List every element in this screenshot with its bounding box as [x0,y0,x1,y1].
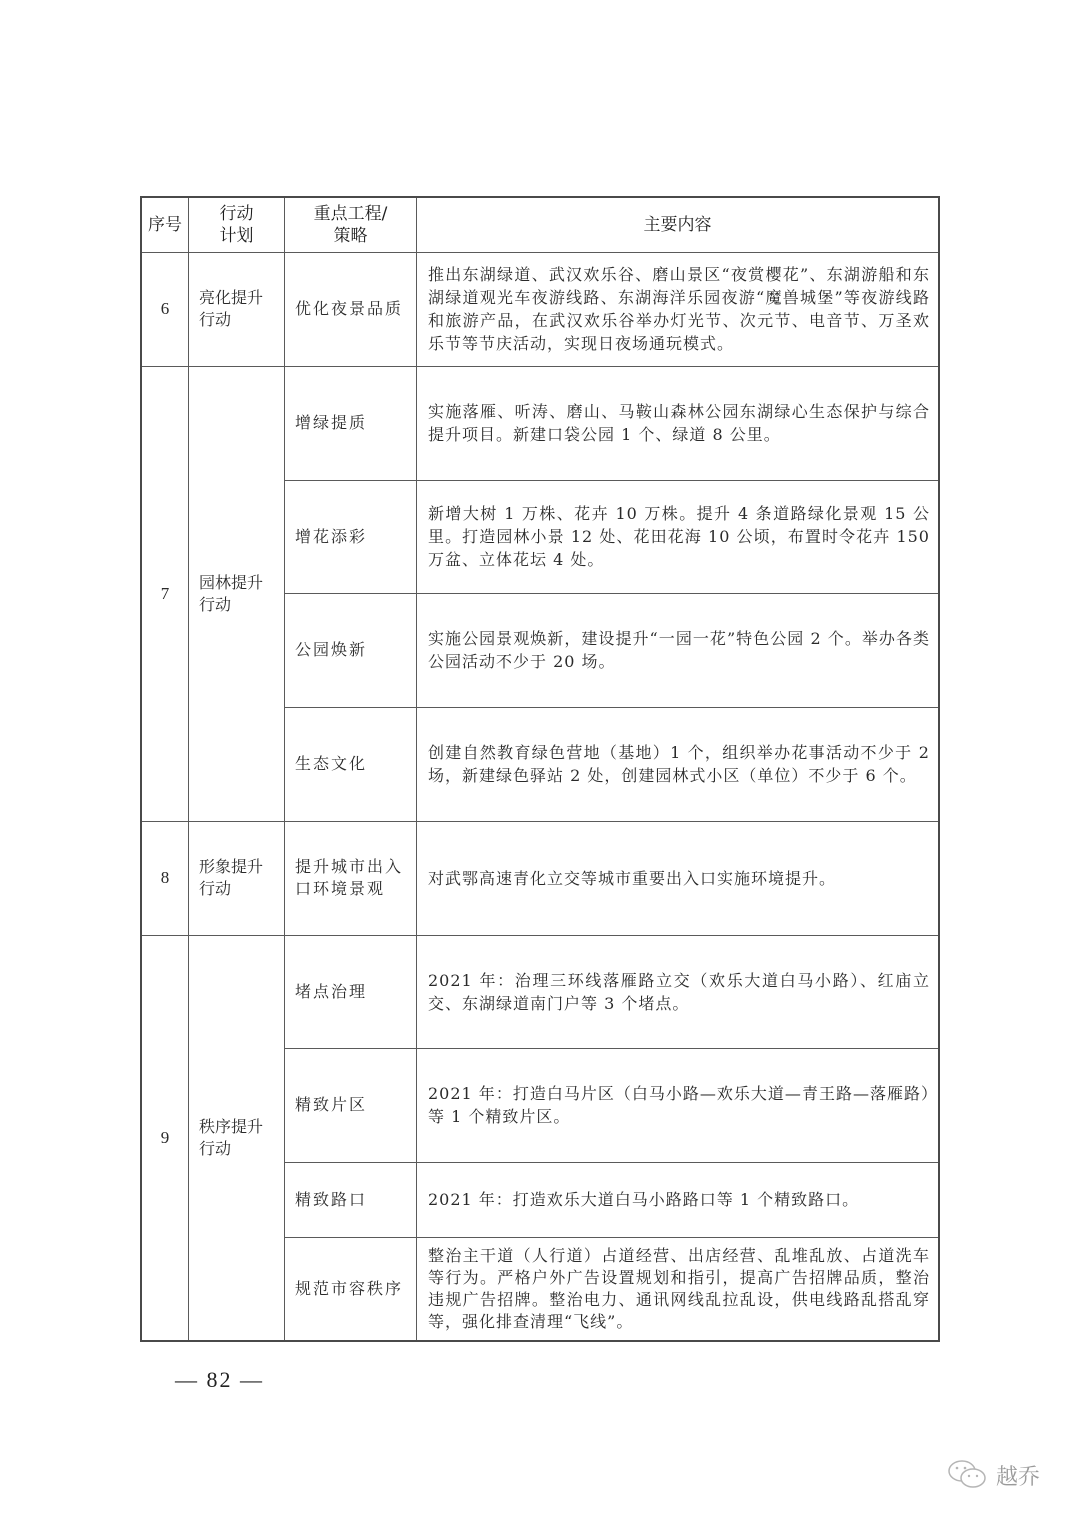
table-row [141,366,939,480]
row-project: 增花添彩 [285,480,417,593]
row-content: 2021 年：打造白马片区（白马小路—欢乐大道—青王路—落雁路）等 1 个精致片区。 [417,1048,940,1162]
table-header-row [141,197,939,252]
header-plan-line2: 计划 [219,225,254,246]
header-project-line1: 重点工程/ [313,203,388,224]
plan-line2: 行动 [199,310,232,329]
row-project: 规范市容秩序 [285,1237,417,1341]
row-content: 推出东湖绿道、武汉欢乐谷、磨山景区“夜赏樱花”、东湖游船和东湖绿道观光车夜游线路、东湖海洋乐园夜游“魔兽城堡”等夜游线路和旅游产品，在武汉欢乐谷举办灯光节、次元节、电音节、万圣欢乐节等节庆活动，实现日夜场通玩模式。 [417,252,940,366]
row-content: 整治主干道（人行道）占道经营、出店经营、乱堆乱放、占道洗车等行为。严格户外广告设置规划和指引，提高广告招牌品质，整治违规广告招牌。整治电力、通讯网线乱拉乱设，供电线路乱搭乱穿等，强化排查清理“飞线”。 [417,1237,940,1341]
plan-line1: 园林提升 [199,572,264,592]
plan-line1: 秩序提升 [199,1116,264,1136]
plan-line2: 行动 [199,1138,232,1158]
row-project: 优化夜景品质 [285,252,417,366]
header-no: 序号 [141,197,189,252]
action-plan-table [140,196,940,1342]
plan-line2: 行动 [199,879,232,898]
row-content: 创建自然教育绿色营地（基地）1 个，组织举办花事活动不少于 2 场，新建绿色驿站 2 处，创建园林式小区（单位）不少于 6 个。 [417,707,940,821]
header-content: 主要内容 [417,197,940,252]
header-project [285,197,417,252]
row-no: 8 [141,821,189,935]
page-number: — 82 — [175,1367,264,1392]
row-project: 增绿提质 [285,366,417,480]
plan-line1: 形象提升 [199,857,264,876]
row-content: 对武鄂高速青化立交等城市重要出入口实施环境提升。 [417,821,940,935]
row-project: 提升城市出入口环境景观 [285,821,417,935]
row-plan [189,366,285,821]
row-no: 9 [141,935,189,1341]
row-no: 7 [141,366,189,821]
row-project: 精致片区 [285,1048,417,1162]
row-content: 实施落雁、听涛、磨山、马鞍山森林公园东湖绿心生态保护与综合提升项目。新建口袋公园 1 个、绿道 8 公里。 [417,366,940,480]
row-project: 公园焕新 [285,593,417,707]
table-row [141,252,939,366]
row-content: 新增大树 1 万株、花卉 10 万株。提升 4 条道路绿化景观 15 公里。打造园林小景 12 处、花田花海 10 公顷，布置时令花卉 150 万盆、立体花坛 4 处。 [417,480,940,593]
row-plan [189,821,285,935]
header-plan-line1: 行动 [219,203,254,224]
plan-line2: 行动 [199,594,232,614]
row-content: 2021 年：治理三环线落雁路立交（欢乐大道白马小路）、红庙立交、东湖绿道南门户等 3 个堵点。 [417,935,940,1048]
row-project: 生态文化 [285,707,417,821]
table-row [141,935,939,1048]
table-row [141,821,939,935]
row-no: 6 [141,252,189,366]
action-plan-table-container [140,196,940,1342]
watermark [946,1458,1040,1492]
row-plan [189,935,285,1341]
wechat-icon [946,1458,990,1492]
row-project: 堵点治理 [285,935,417,1048]
row-plan [189,252,285,366]
watermark-text: 越乔 [996,1464,1041,1490]
row-project: 精致路口 [285,1162,417,1237]
plan-line1: 亮化提升 [199,288,264,307]
header-project-line2: 策略 [333,225,368,246]
header-plan [189,197,285,252]
row-content: 2021 年：打造欢乐大道白马小路路口等 1 个精致路口。 [417,1162,940,1237]
row-content: 实施公园景观焕新，建设提升“一园一花”特色公园 2 个。举办各类公园活动不少于 20 场。 [417,593,940,707]
